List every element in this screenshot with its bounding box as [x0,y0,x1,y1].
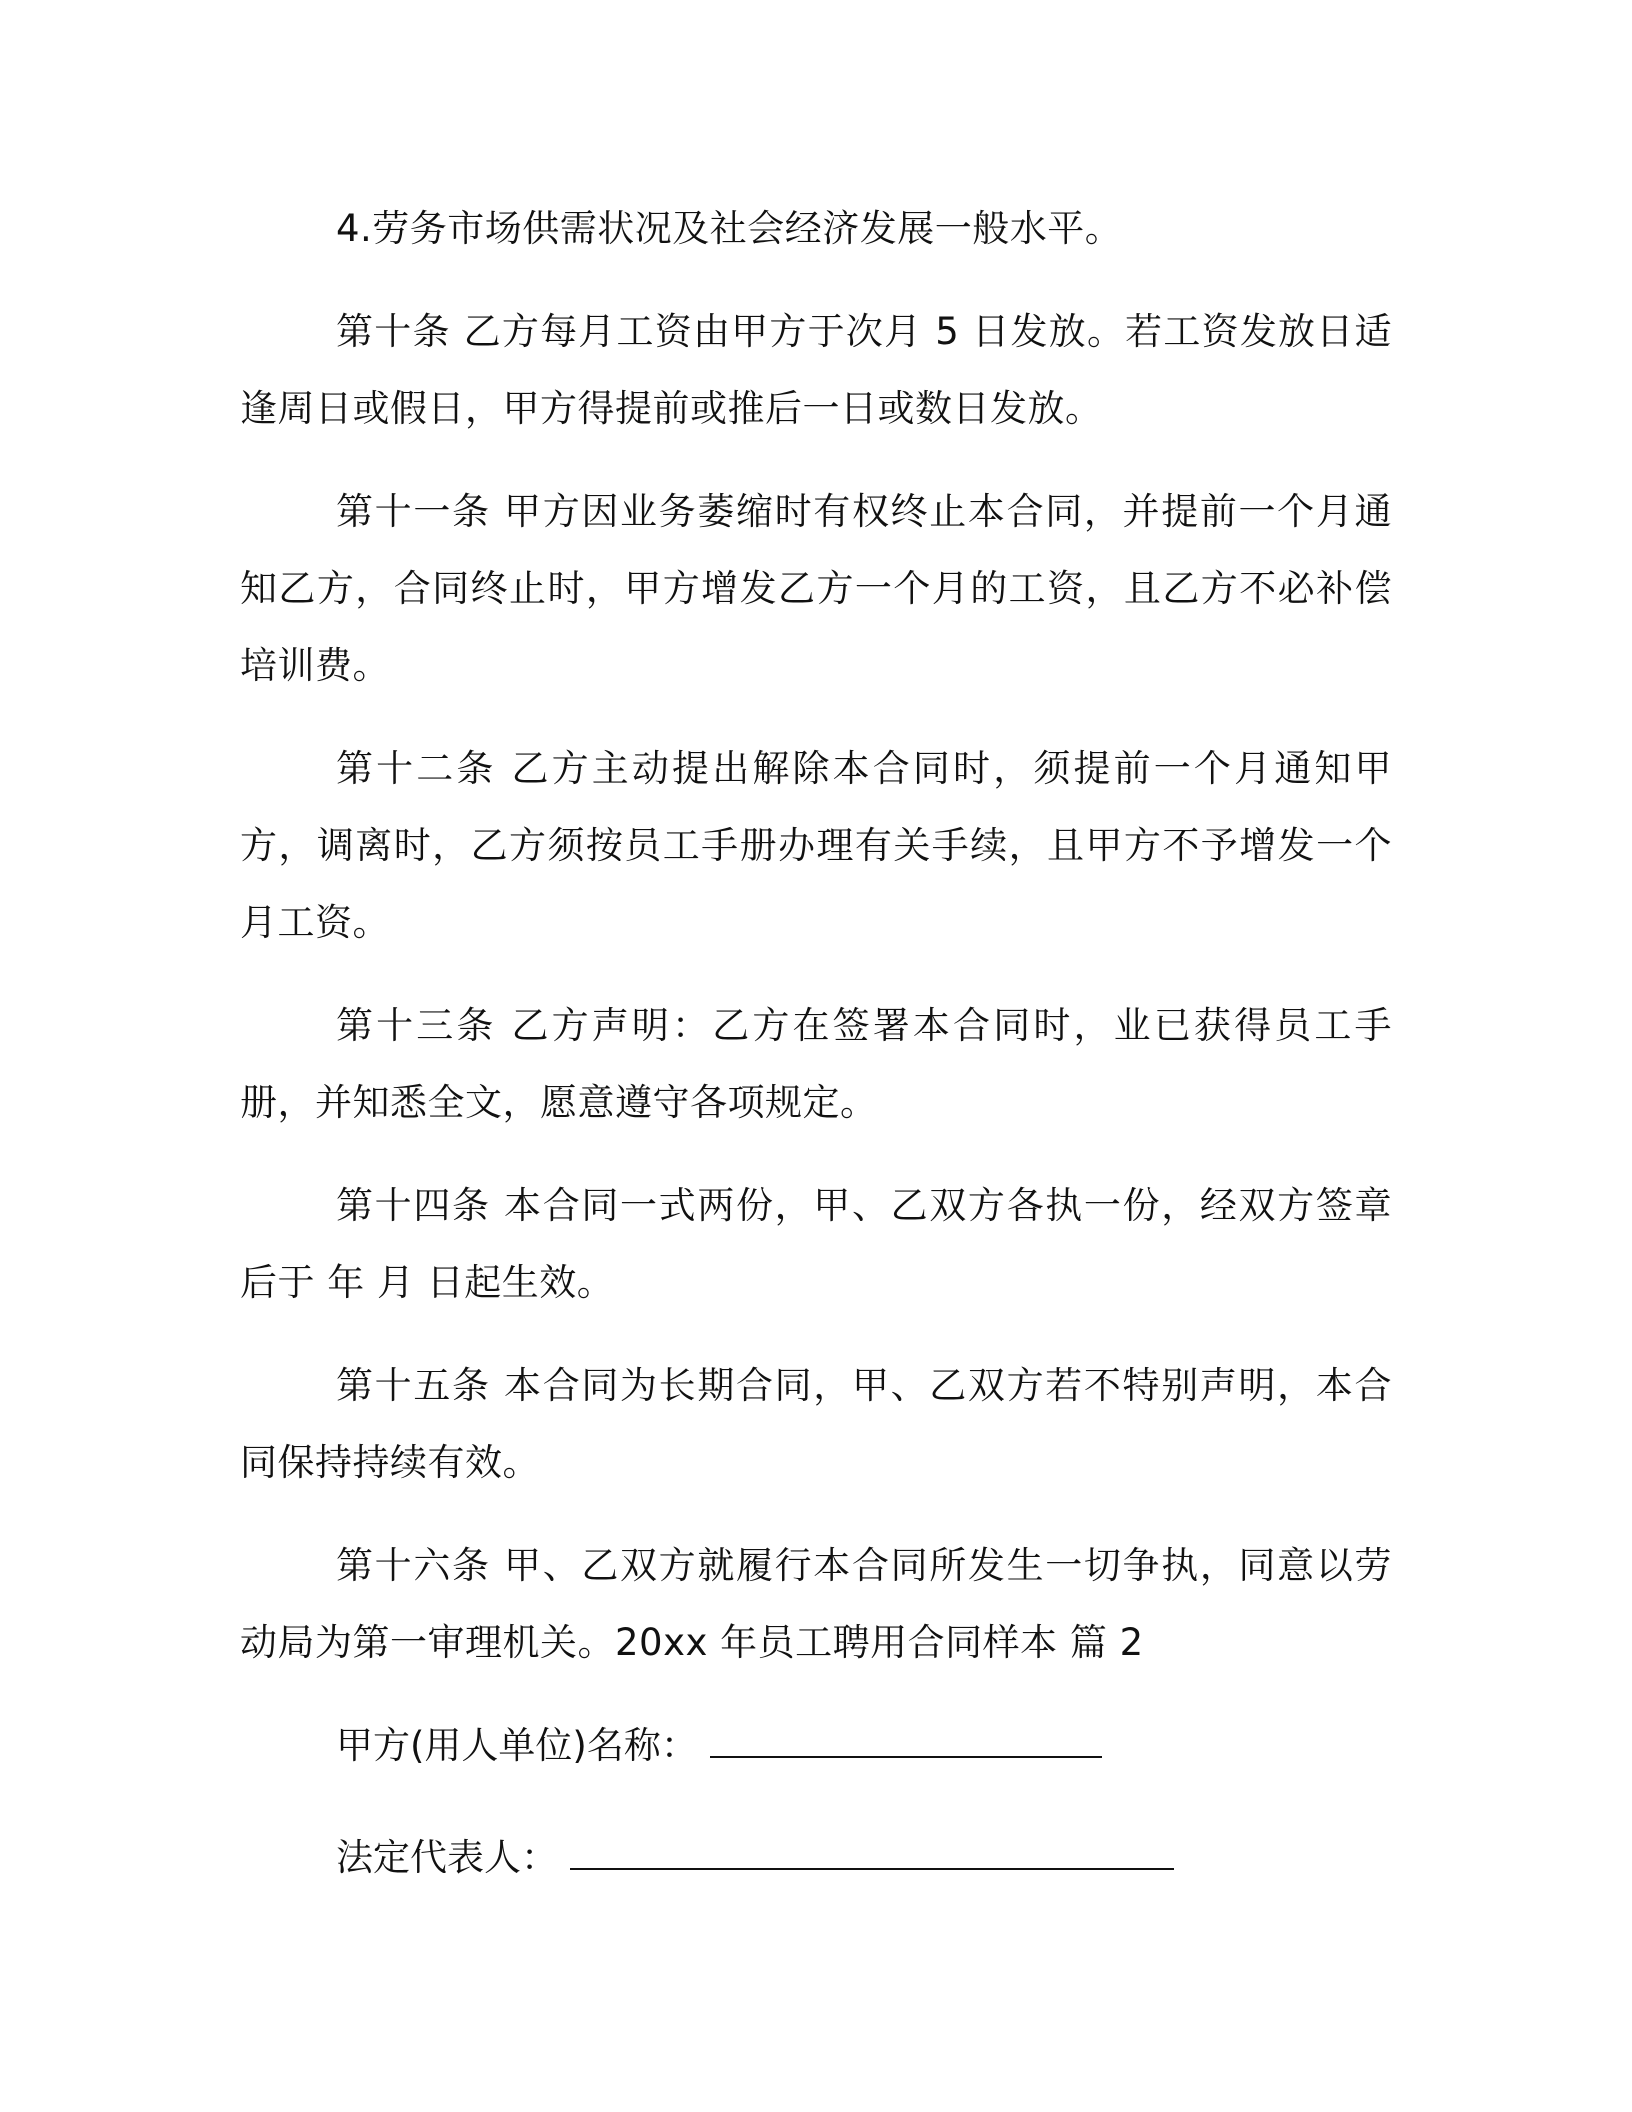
paragraph-article-11: 第十一条 甲方因业务萎缩时有权终止本合同，并提前一个月通知乙方，合同终止时，甲方增发乙方一个月的工资，且乙方不必补偿培训费。 [240,490,1392,687]
paragraph-market-conditions: 4.劳务市场供需状况及社会经济发展一般水平。 [336,207,1123,250]
employer-name-blank [710,1726,1102,1758]
document-body [240,190,1392,1931]
employer-name-field [240,1707,1392,1784]
employer-name-label: 甲方(用人单位)名称： [336,1724,698,1767]
paragraph-article-15: 第十五条 本合同为长期合同，甲、乙双方若不特别声明，本合同保持持续有效。 [240,1364,1392,1484]
paragraph-article-13: 第十三条 乙方声明：乙方在签署本合同时，业已获得员工手册，并知悉全文，愿意遵守各项规定。 [240,1004,1392,1124]
paragraph-article-12: 第十二条 乙方主动提出解除本合同时，须提前一个月通知甲方，调离时，乙方须按员工手册办理有关手续，且甲方不予增发一个月工资。 [240,747,1392,944]
paragraph-article-16: 第十六条 甲、乙双方就履行本合同所发生一切争执，同意以劳动局为第一审理机关。20xx 年员工聘用合同样本 篇 2 [240,1544,1392,1664]
legal-representative-field [240,1819,1392,1896]
paragraph-article-14: 第十四条 本合同一式两份，甲、乙双方各执一份，经双方签章后于 年 月 日起生效。 [240,1184,1392,1304]
paragraph-article-10: 第十条 乙方每月工资由甲方于次月 5 日发放。若工资发放日适逢周日或假日，甲方得提前或推后一日或数日发放。 [240,310,1392,430]
legal-representative-label: 法定代表人： [336,1836,558,1879]
legal-representative-blank [570,1838,1174,1870]
